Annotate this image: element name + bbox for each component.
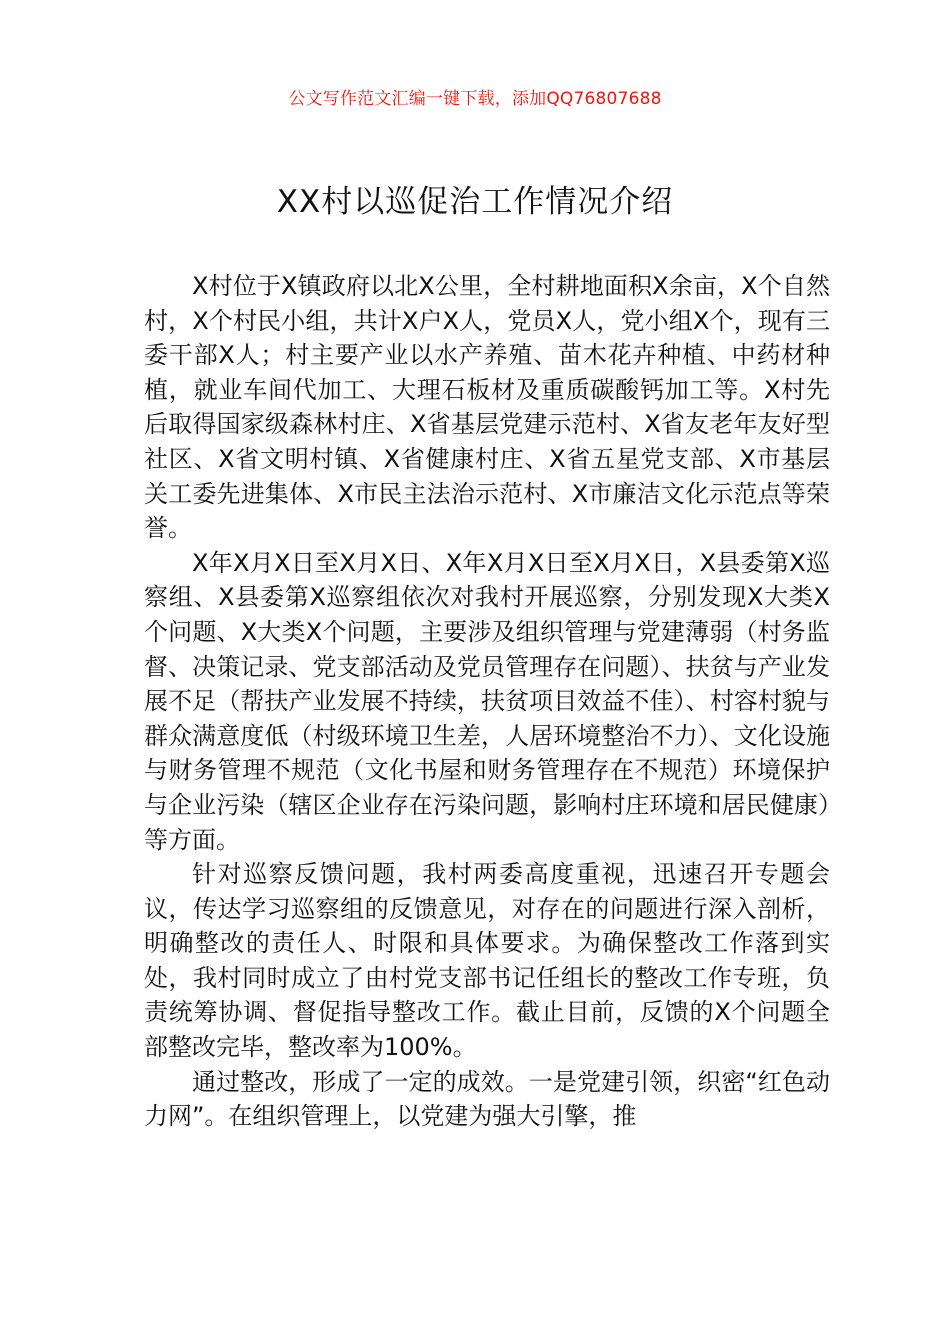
document-body (144, 269, 830, 1134)
paragraph-rectification-results: 通过整改，形成了一定的成效。一是党建引领，织密“红色动力网”。在组织管理上，以党建为强大引擎，推 (144, 1067, 830, 1131)
document-title: XX村以巡促治工作情况介绍 (276, 184, 674, 220)
paragraph-inspection-findings: X年X月X日至X月X日、X年X月X日至X月X日，X县委第X巡察组、X县委第X巡察组依次对我村开展巡察，分别发现X大类X个问题、X大类X个问题，主要涉及组织管理与党建薄弱（村务监督、决策记录、党支部活动及党员管理存在问题）、扶贫与产业发展不足（帮扶产业发展不持续，扶贫项目效益不佳）、村容村貌与群众满意度低（村级环境卫生差，人居环境整治不力）、文化设施与财务管理不规范（文化书屋和财务管理存在不规范）环境保护与企业污染（辖区企业存在污染问题，影响村庄环境和居民健康）等方面。 (144, 548, 830, 854)
paragraph-rectification-measures: 针对巡察反馈问题，我村两委高度重视，迅速召开专题会议，传达学习巡察组的反馈意见，对存在的问题进行深入剖析，明确整改的责任人、时限和具体要求。为确保整改工作落到实处，我村同时成立了由村党支部书记任组长的整改工作专班，负责统筹协调、督促指导整改工作。截止目前，反馈的X个问题全部整改完毕，整改率为100%。 (144, 860, 830, 1062)
paragraph-village-overview: X村位于X镇政府以北X公里，全村耕地面积X余亩，X个自然村，X个村民小组，共计X户X人，党员X人，党小组X个，现有三委干部X人；村主要产业以水产养殖、苗木花卉种植、中药材种植，就业车间代加工、大理石板材及重质碳酸钙加工等。X村先后取得国家级森林村庄、X省基层党建示范村、X省友老年友好型社区、X省文明村镇、X省健康村庄、X省五星党支部、X市基层关工委先进集体、X市民主法治示范村、X市廉洁文化示范点等荣誉。 (144, 272, 830, 543)
download-banner: 公文写作范文汇编一键下载，添加QQ76807688 (288, 89, 662, 109)
